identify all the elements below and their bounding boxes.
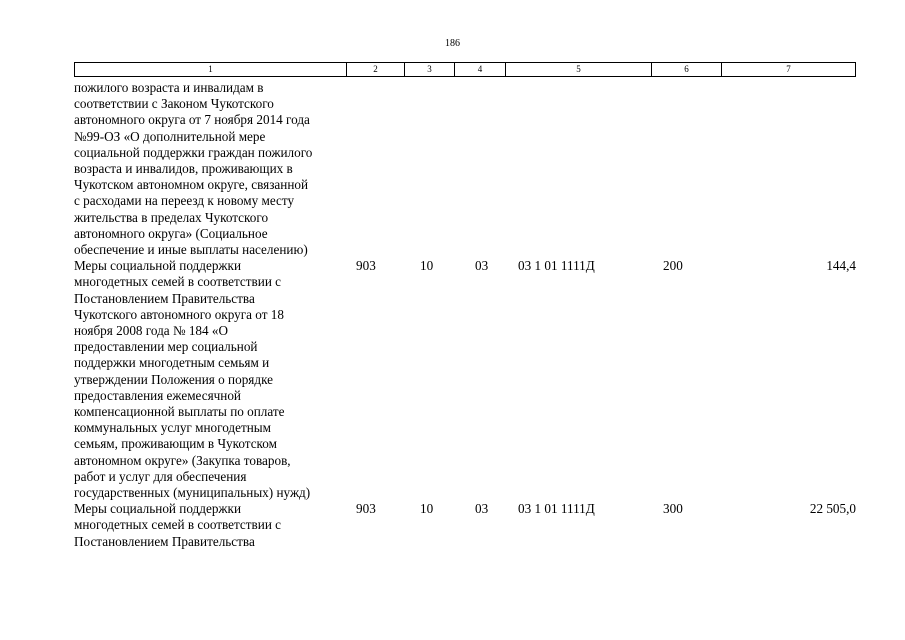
row-expense-type: 200 xyxy=(663,258,683,274)
header-col-3: 3 xyxy=(405,63,455,76)
header-col-5: 5 xyxy=(506,63,652,76)
row-target-article xyxy=(518,80,663,258)
row-description: Меры социальной поддержки многодетных семей в соответствии с Постановлением Правительства xyxy=(74,501,282,549)
row-target-article: 03 1 01 1111Д xyxy=(518,501,595,517)
row-description: пожилого возраста и инвалидам в соответствии с Законом Чукотского автономного округа от 7 ноября 2014 года №99-ОЗ «О дополнительной мере социальной поддержки граждан пожилого возраста и инвалидов, проживающих в Чукотском автономном округе, связанной с расходами на переезд к новому месту жительства в пределах Чукотского автономного округа» (Социальное обеспечение и иные выплаты населению) xyxy=(74,80,313,258)
row-amount: 22 505,0 xyxy=(809,501,856,517)
header-col-1: 1 xyxy=(75,63,347,76)
row-ministry-code: 903 xyxy=(356,501,376,517)
row-section-code: 10 xyxy=(420,258,434,274)
row-amount: 144,4 xyxy=(826,258,856,274)
table-body xyxy=(74,80,856,550)
row-amount xyxy=(753,80,856,258)
row-section-code: 10 xyxy=(420,501,434,517)
row-subsection-code xyxy=(463,80,518,258)
table-header xyxy=(74,62,856,77)
table-row xyxy=(74,501,856,550)
row-subsection-code: 03 xyxy=(475,501,489,517)
row-expense-type xyxy=(663,80,753,258)
row-subsection-code: 03 xyxy=(475,258,489,274)
row-target-article: 03 1 01 1111Д xyxy=(518,258,595,274)
table-row xyxy=(74,258,856,501)
header-col-7: 7 xyxy=(786,64,791,74)
row-section-code xyxy=(408,80,463,258)
row-expense-type: 300 xyxy=(663,501,683,517)
row-description: Меры социальной поддержки многодетных семей в соответствии с Постановлением Правительства Чукотского автономного округа от 18 ноября 2008 года № 184 «О предоставлении мер социальной поддержки многодетным семьям и утверждении Положения о порядке предоставления ежемесячной компенсационной выплаты по оплате коммунальных услуг многодетным семьям, проживающим в Чукотском автономном округе» (Закупка товаров, работ и услуг для обеспечения государственных (муниципальных) нужд) xyxy=(74,258,311,501)
table-row xyxy=(74,80,856,258)
header-col-2: 2 xyxy=(347,63,405,76)
page-number: 186 xyxy=(445,38,460,49)
header-col-4: 4 xyxy=(455,63,506,76)
row-ministry-code: 903 xyxy=(356,258,376,274)
header-col-6: 6 xyxy=(652,63,722,76)
row-ministry-code xyxy=(354,80,408,258)
